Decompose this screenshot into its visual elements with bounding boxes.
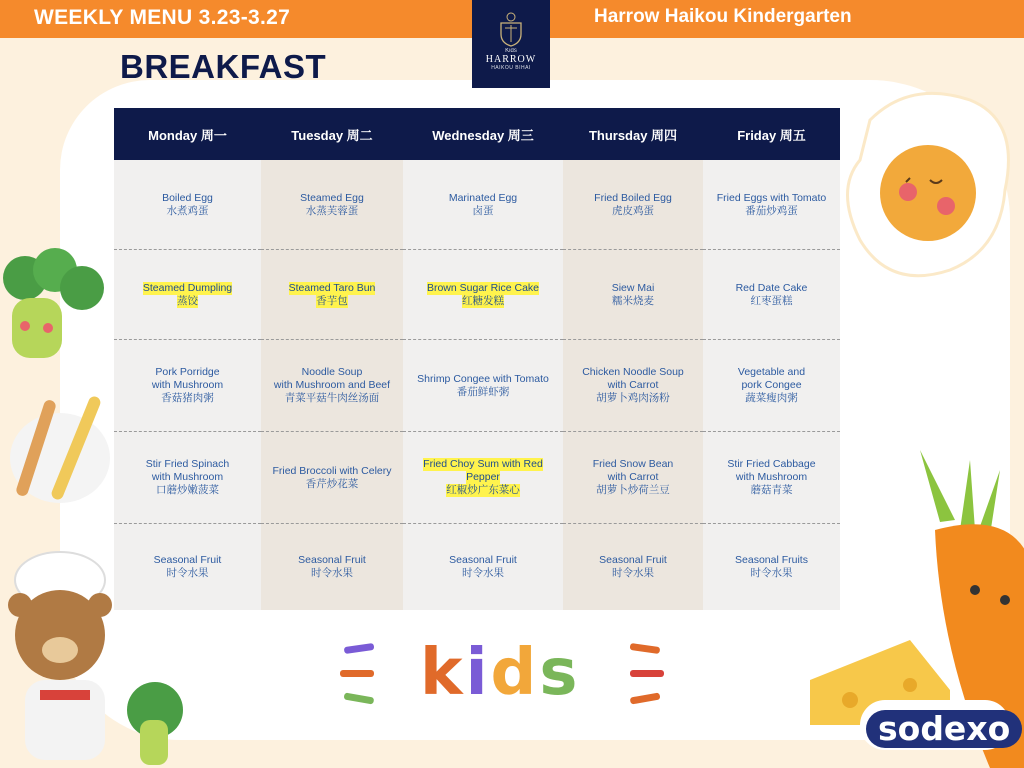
egg-illustration [840, 80, 1020, 300]
dish-en2: with Mushroom and Beef [273, 379, 391, 391]
dish-en: Fried Eggs with Tomato [716, 191, 827, 204]
dish-zh: 红枣蛋糕 [750, 294, 793, 307]
dish-zh: 水煮鸡蛋 [166, 204, 209, 217]
dish-en: Fried Boiled Egg [594, 191, 672, 204]
dish-zh: 香芋包 [316, 294, 348, 307]
dish-en: Seasonal Fruit [599, 554, 667, 566]
meal-title: BREAKFAST [120, 48, 327, 85]
menu-cell [403, 250, 563, 340]
dish-en: Fried Snow Bean [592, 458, 674, 470]
menu-cell [563, 524, 703, 610]
kids-wordmark [420, 636, 580, 710]
dish-zh: 时令水果 [612, 567, 654, 579]
week-title: WEEKLY MENU 3.23-3.27 [34, 6, 291, 29]
menu-cell [261, 250, 403, 340]
menu-table [114, 108, 840, 610]
menu-cell [703, 340, 840, 432]
dish-en: Siew Mai [611, 281, 655, 294]
menu-cell [563, 250, 703, 340]
menu-cell [114, 524, 261, 610]
dish-zh: 香菇猪肉粥 [161, 392, 214, 404]
kids-letter: d [490, 636, 540, 710]
menu-cell [403, 432, 563, 524]
logo-top-text: Kids [505, 48, 517, 54]
menu-cell [261, 340, 403, 432]
dish-en2: with Carrot [607, 471, 659, 483]
dish-zh: 蒸饺 [177, 294, 198, 307]
menu-cell [563, 160, 703, 250]
dish-en: Red Date Cake [735, 281, 808, 294]
kids-letter: k [420, 636, 466, 710]
kids-letter: i [465, 636, 491, 710]
dish-en: Shrimp Congee with Tomato [417, 372, 549, 385]
logo-name: HARROW [485, 54, 537, 65]
menu-cell [114, 160, 261, 250]
sodexo-logo: sodexo [866, 710, 1022, 748]
dish-en: Seasonal Fruit [298, 554, 366, 566]
crest-icon [497, 12, 525, 48]
school-name: Harrow Haikou Kindergarten [594, 6, 852, 27]
menu-cell [114, 432, 261, 524]
dish-en: Boiled Egg [162, 191, 213, 204]
dish-zh: 蔬菜瘦肉粥 [745, 392, 798, 404]
day-header: Tuesday 周二 [261, 108, 403, 160]
logo-subtitle: HAIKOU BIHAI [491, 65, 531, 71]
dish-zh: 红糖发糕 [462, 294, 504, 307]
day-header: Thursday 周四 [563, 108, 703, 160]
dish-en: Seasonal Fruit [449, 554, 517, 566]
dish-en: Seasonal Fruits [735, 554, 808, 566]
day-header: Friday 周五 [703, 108, 840, 160]
fork-knife-illustration [0, 378, 120, 518]
menu-cell [114, 250, 261, 340]
menu-cell [261, 524, 403, 610]
dish-en: Seasonal Fruit [153, 554, 222, 566]
dish-zh: 胡萝卜炒荷兰豆 [596, 484, 670, 496]
menu-cell [114, 340, 261, 432]
kids-stripes-right [620, 640, 670, 710]
dish-en2: pork Congee [741, 379, 802, 391]
dish-en: Pork Porridge [155, 366, 220, 378]
dish-zh: 香芹炒花菜 [305, 477, 359, 490]
dish-zh: 时令水果 [166, 567, 209, 579]
dish-en: Fried Broccoli with Celery [272, 464, 392, 477]
menu-cell [563, 340, 703, 432]
dish-zh: 番茄鲜虾粥 [456, 385, 510, 398]
dish-en: Steamed Taro Bun [288, 281, 376, 294]
dish-en: Steamed Egg [300, 191, 364, 204]
dish-zh: 番茄炒鸡蛋 [745, 204, 798, 217]
dish-zh: 红椒炒广东菜心 [446, 484, 520, 496]
dish-zh: 口蘑炒嫩菠菜 [156, 484, 219, 496]
dish-zh: 胡萝卜鸡肉汤粉 [596, 392, 670, 404]
kids-letter: s [539, 636, 581, 710]
dish-zh: 时令水果 [750, 567, 793, 579]
menu-cell [563, 432, 703, 524]
menu-cell [703, 432, 840, 524]
dish-en: Fried Choy Sum with Red [423, 458, 543, 470]
dish-en2: with Carrot [607, 379, 659, 391]
dish-zh: 卤蛋 [472, 204, 494, 217]
broccoli-illustration [0, 248, 110, 368]
day-header: Monday 周一 [114, 108, 261, 160]
dish-en: Brown Sugar Rice Cake [426, 281, 540, 294]
dish-en: Steamed Dumpling [142, 281, 233, 294]
dish-en2: with Mushroom [151, 471, 224, 483]
dish-zh: 虎皮鸡蛋 [612, 204, 654, 217]
dish-en: Stir Fried Spinach [145, 458, 230, 470]
day-header: Wednesday 周三 [403, 108, 563, 160]
menu-cell [703, 250, 840, 340]
dish-zh: 糯米烧麦 [612, 294, 654, 307]
menu-cell [403, 524, 563, 610]
dish-en2: with Mushroom [735, 471, 808, 483]
menu-cell [261, 160, 403, 250]
dish-en: Noodle Soup [301, 366, 363, 378]
dish-zh: 蘑菇青菜 [750, 484, 793, 496]
dish-en: Marinated Egg [448, 191, 518, 204]
dish-zh: 青菜平菇牛肉丝汤面 [284, 392, 380, 404]
dish-zh: 水蒸芙蓉蛋 [305, 204, 359, 217]
dish-en2: Pepper [466, 471, 500, 483]
dish-en: Chicken Noodle Soup [582, 366, 684, 378]
menu-cell [703, 160, 840, 250]
menu-cell [403, 160, 563, 250]
kids-stripes-left [336, 640, 386, 710]
dish-en: Stir Fried Cabbage [727, 458, 816, 470]
menu-cell [703, 524, 840, 610]
dish-zh: 时令水果 [311, 567, 353, 579]
dish-zh: 时令水果 [462, 567, 504, 579]
dish-en2: with Mushroom [151, 379, 224, 391]
dish-en: Vegetable and [737, 366, 806, 378]
menu-cell [403, 340, 563, 432]
menu-cell [261, 432, 403, 524]
school-logo [472, 0, 550, 88]
